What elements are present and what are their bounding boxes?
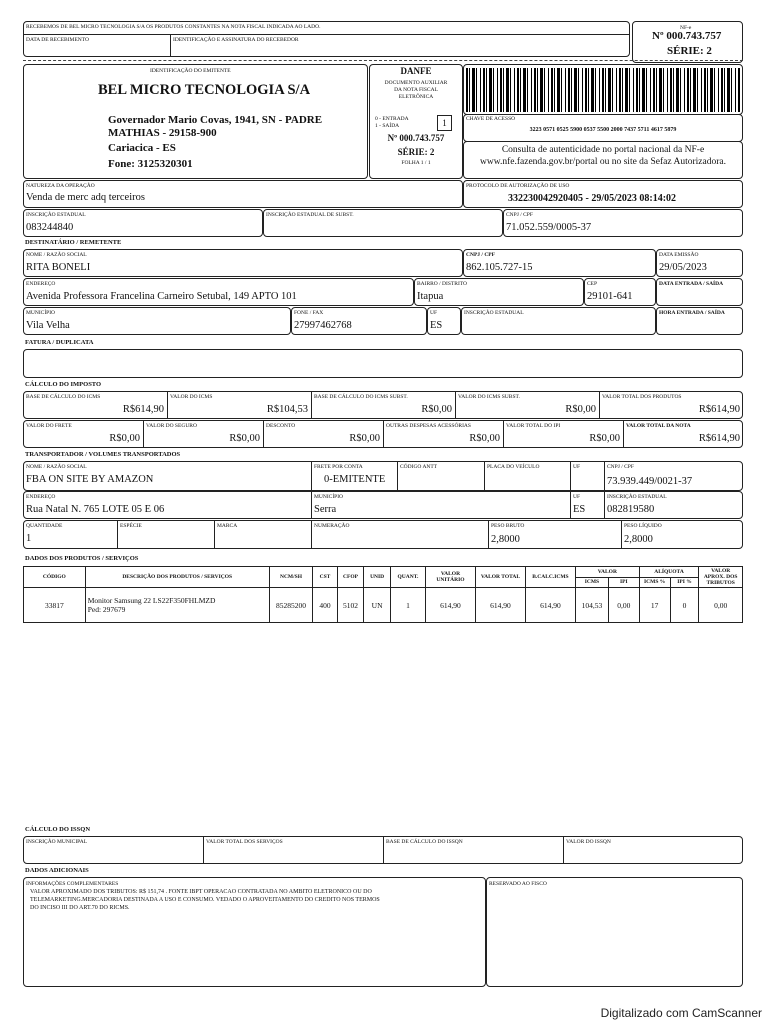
emitter-phone: Fone: 3125320301 (108, 158, 193, 170)
freight-label: VALOR DO FRETE (26, 423, 72, 429)
total-note-label: VALOR TOTAL DA NOTA (626, 423, 691, 429)
brand-label: MARCA (217, 523, 238, 529)
issqn-section: CÁLCULO DO ISSQN (25, 826, 91, 833)
antt-label: CÓDIGO ANTT (400, 464, 438, 470)
item-unitario: 614,90 (425, 588, 475, 623)
cep-value: 29101-641 (587, 291, 633, 302)
additional-info-3: DO INCISO III DO ART.70 DO RICMS. (30, 905, 130, 911)
issqn-value-label: VALOR DO ISSQN (566, 839, 611, 845)
item-quant: 1 (390, 588, 425, 623)
ipi-total-label: VALOR TOTAL DO IPI (506, 423, 561, 429)
divider (23, 34, 630, 35)
divider (621, 520, 622, 549)
uf-value: ES (430, 320, 443, 331)
carrier-uf2: ES (573, 504, 586, 515)
divider (383, 836, 384, 864)
icms-st-label: VALOR DO ICMS SUBST. (458, 394, 520, 400)
consulta-line-1: Consulta de autenticidade no portal nacional da NF-e (501, 145, 705, 155)
carrier-ie-label: INSCRIÇÃO ESTADUAL (607, 494, 667, 500)
quantity-label: QUANTIDADE (26, 523, 63, 529)
carrier-uf-label: UF (573, 464, 581, 470)
products-table (23, 566, 743, 623)
phone-value: 27997462768 (294, 320, 352, 331)
emitter-address-1: Governador Mario Covas, 1941, SN - PADRE (108, 114, 323, 126)
receipt-sign-label: IDENTIFICAÇÃO E ASSINATURA DO RECEBEDOR (173, 37, 299, 43)
divider (117, 520, 118, 549)
divider (383, 420, 384, 448)
emitter-address-2: MATHIAS - 29158-900 (108, 127, 217, 139)
access-key-label: CHAVE DE ACESSO (466, 116, 516, 122)
fisco-label: RESERVADO AO FISCO (489, 881, 547, 887)
col-aprox: VALOR APROX. DOS TRIBUTOS (699, 567, 743, 588)
col-unitario: VALOR UNITÁRIO (425, 567, 475, 588)
additional-info-2: TELEMARKETING.MERCADORIA DESTINADA A USO E CONSUMO. VEDADO O APROVEITAMENTO DO CREDITO NOS TERMOS (30, 897, 380, 903)
net-weight-label: PESO LÍQUIDO (624, 523, 662, 529)
divider (570, 461, 571, 491)
divider (311, 491, 312, 519)
fisco-box (486, 877, 743, 987)
danfe-subtitle-2: DA NOTA FISCAL (394, 87, 438, 93)
icms-value: R$104,53 (266, 404, 308, 415)
issqn-services-label: VALOR TOTAL DOS SERVIÇOS (206, 839, 283, 845)
nature-value: Venda de merc adq terceiros (26, 192, 145, 203)
divider (203, 836, 204, 864)
district-value: Itapua (417, 291, 444, 302)
additional-section: DADOS ADICIONAIS (25, 867, 89, 874)
item-descricao-1: Monitor Samsung 22 LS22F350FHLMZD (87, 596, 216, 605)
col-codigo: CÓDIGO (24, 567, 86, 588)
col-descricao: DESCRIÇÃO DOS PRODUTOS / SERVIÇOS (85, 567, 269, 588)
divider (455, 391, 456, 419)
total-products-value: R$614,90 (698, 404, 740, 415)
insurance-value: R$0,00 (229, 433, 260, 444)
divider (604, 491, 605, 519)
col-a-ipi: IPI % (670, 577, 699, 588)
item-bc: 614,90 (525, 588, 575, 623)
col-a-icms: ICMS % (639, 577, 670, 588)
address-label: ENDEREÇO (26, 281, 56, 287)
danfe-subtitle-1: DOCUMENTO AUXILIAR (384, 80, 448, 86)
stub-serie: SÉRIE: 2 (667, 45, 712, 57)
col-bc: B.CALC.ICMS (525, 567, 575, 588)
item-aprox: 0,00 (699, 588, 743, 623)
item-a-ipi: 0 (670, 588, 699, 623)
divider (263, 420, 264, 448)
consulta-line-2: www.nfe.fazenda.gov.br/portal ou no site da Sefaz Autorizadora. (480, 157, 726, 167)
divider (143, 420, 144, 448)
divider (311, 461, 312, 491)
cnpj-label: CNPJ / CPF (506, 212, 533, 218)
cnpj-value: 71.052.559/0005-37 (506, 222, 592, 233)
divider (570, 491, 571, 519)
item-v-icms: 104,53 (575, 588, 608, 623)
divider (214, 520, 215, 549)
ie-value: 083244840 (26, 222, 74, 233)
carrier-cnpj-label: CNPJ / CPF (607, 464, 634, 470)
carrier-city-label: MUNICÍPIO (314, 494, 344, 500)
freight-value: R$0,00 (109, 433, 140, 444)
barcode (466, 68, 740, 112)
danfe-folha: FOLHA 1 / 1 (401, 160, 431, 166)
divider (311, 520, 312, 549)
carrier-address-label: ENDEREÇO (26, 494, 56, 500)
item-cst: 400 (313, 588, 337, 623)
col-quant: QUANT. (390, 567, 425, 588)
recipient-section: DESTINATÁRIO / REMETENTE (25, 239, 122, 246)
recipient-cnpj-label: CNPJ / CPF (466, 252, 496, 258)
divider (599, 391, 600, 419)
item-codigo: 33817 (24, 588, 86, 623)
emitter-name: BEL MICRO TECNOLOGIA S/A (98, 82, 311, 98)
issqn-bc-label: BASE DE CÁLCULO DO ISSQN (386, 839, 463, 845)
divider (503, 420, 504, 448)
col-ncm: NCM/SH (269, 567, 313, 588)
products-section: DADOS DOS PRODUTOS / SERVIÇOS (25, 555, 139, 562)
col-total: VALOR TOTAL (475, 567, 525, 588)
net-weight: 2,8000 (624, 534, 653, 545)
item-unid: UN (364, 588, 391, 623)
item-total: 614,90 (475, 588, 525, 623)
carrier-name: FBA ON SITE BY AMAZON (26, 474, 154, 485)
col-aliq-group: ALÍQUOTA (639, 567, 699, 578)
col-unid: UNID (364, 567, 391, 588)
emitter-label: IDENTIFICAÇÃO DO EMITENTE (150, 68, 231, 74)
access-key-value: 3223 0571 0525 5900 0537 5500 2000 7437 5711 4617 5879 (529, 127, 677, 133)
issqn-im-label: INSCRIÇÃO MUNICIPAL (26, 839, 88, 845)
divider (397, 461, 398, 491)
cut-line (23, 60, 743, 61)
emission-label: DATA EMISSÃO (659, 252, 699, 258)
col-cst: CST (313, 567, 337, 588)
numbering-label: NUMERAÇÃO (314, 523, 350, 529)
gross-weight: 2,8000 (491, 534, 520, 545)
divider (623, 420, 624, 448)
nature-label: NATUREZA DA OPERAÇÃO (26, 183, 95, 189)
icms-st-value: R$0,00 (565, 404, 596, 415)
uf-label: UF (430, 310, 438, 316)
quantity-value: 1 (26, 533, 32, 544)
additional-info-1: VALOR APROXIMADO DOS TRIBUTOS: R$ 151,74 . FONTE IBPT OPERACAO CONTRATADA NO AMBITO ELETRONICO OU DO (30, 889, 372, 895)
carrier-address: Rua Natal N. 765 LOTE 05 E 06 (26, 504, 165, 515)
freight-by-label: FRETE POR CONTA (314, 464, 363, 470)
divider (484, 461, 485, 491)
danfe-saida: 1 - SAÍDA (375, 123, 400, 129)
item-a-icms: 17 (639, 588, 670, 623)
item-v-ipi: 0,00 (608, 588, 639, 623)
divider (311, 391, 312, 419)
tax-section: CÁLCULO DO IMPOSTO (25, 381, 102, 388)
carrier-name-label: NOME / RAZÃO SOCIAL (26, 464, 87, 470)
recipient-name: RITA BONELI (26, 262, 91, 273)
col-valor-group: VALOR (575, 567, 639, 578)
item-cfop: 5102 (337, 588, 364, 623)
divider (604, 461, 605, 491)
freight-by-value: 0-EMITENTE (324, 474, 386, 485)
table-row (24, 588, 743, 623)
exit-date-label: DATA ENTRADA / SAÍDA (659, 281, 724, 287)
recipient-name-label: NOME / RAZÃO SOCIAL (26, 252, 87, 258)
divider (563, 836, 564, 864)
ie-st-label: INSCRIÇÃO ESTADUAL DE SUBST. (266, 212, 354, 218)
invoice-box (23, 349, 743, 378)
item-descricao-2: Ped: 297679 (87, 605, 126, 614)
col-v-ipi: IPI (608, 577, 639, 588)
other-expenses-label: OUTRAS DESPESAS ACESSÓRIAS (386, 423, 471, 429)
emission-date: 29/05/2023 (659, 262, 707, 273)
plate-label: PLACA DO VEÍCULO (487, 464, 540, 470)
recipient-ie-label: INSCRIÇÃO ESTADUAL (464, 310, 524, 316)
bc-icms-label: BASE DE CÁLCULO DO ICMS (26, 394, 101, 400)
divider (170, 34, 171, 57)
insurance-label: VALOR DO SEGURO (146, 423, 197, 429)
bc-st-value: R$0,00 (421, 404, 452, 415)
discount-label: DESCONTO (266, 423, 296, 429)
divider (488, 520, 489, 549)
cep-label: CEP (587, 281, 598, 287)
discount-value: R$0,00 (349, 433, 380, 444)
danfe-type-box: 1 (437, 115, 452, 131)
col-cfop: CFOP (337, 567, 364, 588)
district-label: BAIRRO / DISTRITO (417, 281, 468, 287)
carrier-city: Serra (314, 504, 337, 515)
scanner-watermark: Digitalizado com CamScanner (600, 1006, 762, 1020)
city-label: MUNICÍPIO (26, 310, 56, 316)
receipt-date-label: DATA DE RECEBIMENTO (26, 37, 90, 43)
danfe-subtitle-3: ELETRÔNICA (398, 94, 434, 100)
carrier-ie: 082819580 (607, 504, 655, 515)
total-note-value: R$614,90 (698, 433, 740, 444)
item-ncm: 85285200 (269, 588, 313, 623)
col-v-icms: ICMS (575, 577, 608, 588)
ipi-total-value: R$0,00 (589, 433, 620, 444)
address-value: Avenida Professora Francelina Carneiro Setubal, 149 APTO 101 (26, 291, 297, 302)
carrier-uf2-label: UF (573, 494, 581, 500)
carrier-cnpj: 73.939.449/0021-37 (607, 476, 693, 487)
danfe-serie: SÉRIE: 2 (397, 147, 435, 157)
nfe-label: NF-e (680, 25, 692, 31)
danfe-entrada: 0 - ENTRADA (375, 116, 409, 122)
gross-weight-label: PESO BRUTO (491, 523, 525, 529)
protocol-label: PROTOCOLO DE AUTORIZAÇÃO DE USO (466, 183, 570, 189)
total-products-label: VALOR TOTAL DOS PRODUTOS (602, 394, 682, 400)
divider (167, 391, 168, 419)
bc-icms-value: R$614,90 (122, 404, 164, 415)
danfe-number: Nº 000.743.757 (387, 133, 445, 143)
bc-st-label: BASE DE CÁLCULO DO ICMS SUBST. (314, 394, 408, 400)
emitter-city: Cariacica - ES (108, 142, 176, 154)
ie-label: INSCRIÇÃO ESTADUAL (26, 212, 86, 218)
additional-info-label: INFORMAÇÕES COMPLEMENTARES (26, 881, 119, 887)
phone-label: FONE / FAX (294, 310, 324, 316)
receipt-text: RECEBEMOS DE BEL MICRO TECNOLOGIA S/A OS PRODUTOS CONSTANTES NA NOTA FISCAL INDICADA AO LADO. (26, 24, 321, 30)
species-label: ESPÉCIE (120, 523, 142, 529)
protocol-value: 332230042920405 - 29/05/2023 08:14:02 (508, 193, 677, 204)
danfe-title: DANFE (400, 66, 432, 76)
carrier-section: TRANSPORTADOR / VOLUMES TRANSPORTADOS (25, 451, 181, 458)
city-value: Vila Velha (26, 320, 70, 331)
stub-number: Nº 000.743.757 (652, 30, 722, 42)
other-expenses-value: R$0,00 (469, 433, 500, 444)
invoice-section: FATURA / DUPLICATA (25, 339, 94, 346)
recipient-cnpj: 862.105.727-15 (466, 262, 533, 273)
item-descricao (85, 588, 269, 623)
exit-time-label: HORA ENTRADA / SAÍDA (659, 310, 725, 316)
icms-label: VALOR DO ICMS (170, 394, 213, 400)
